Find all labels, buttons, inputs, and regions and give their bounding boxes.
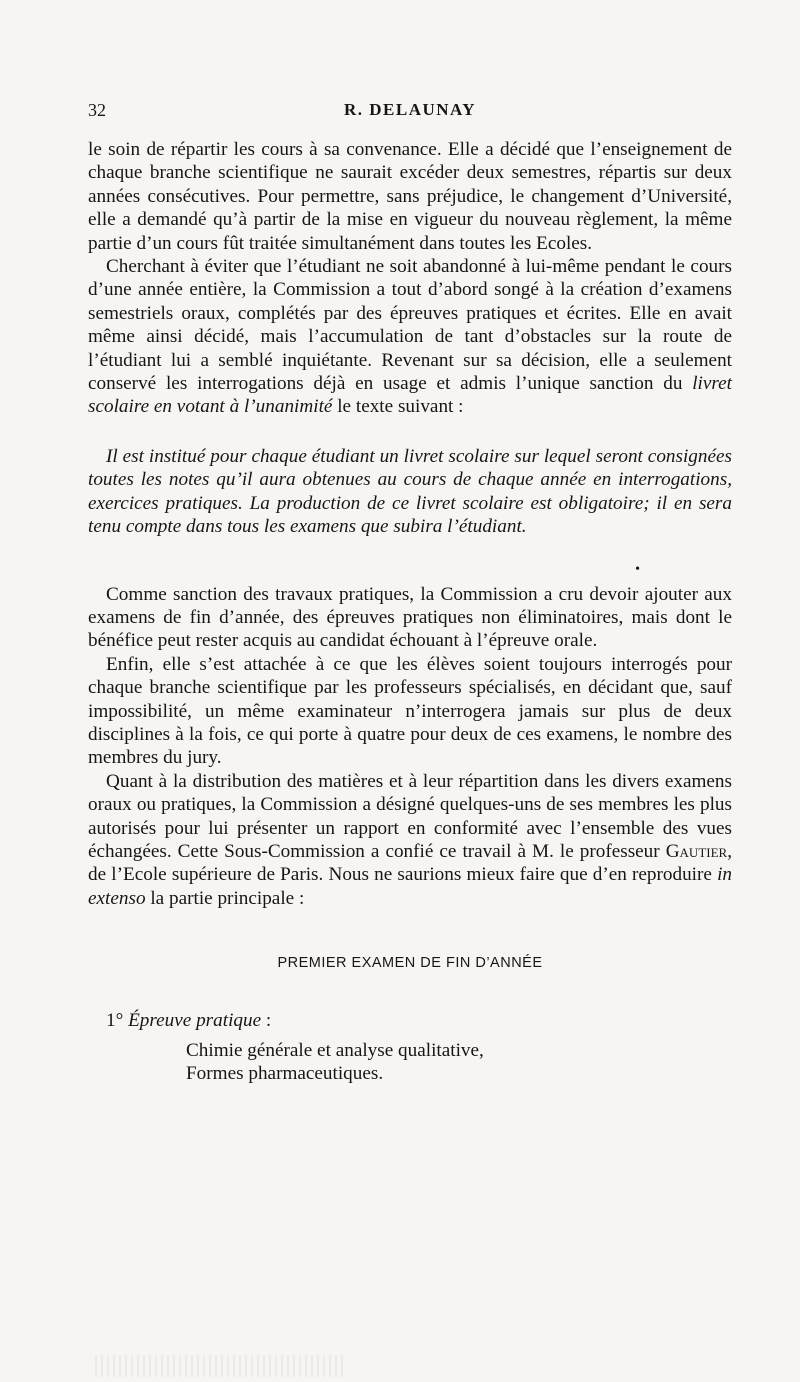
quoted-regulation: Il est institué pour chaque étudiant un livret scolaire sur lequel seront consignées toutes les notes qu’il aura obtenues au cours de chaque année en interrogations, exercices pratiques. La production de ce livret scolaire est obligatoire; il en sera tenu compte dans tous les examens que subira l’étudiant. bbox=[88, 445, 732, 538]
paragraph-2-italic: livret scolaire en votant à l’unanimité bbox=[88, 373, 732, 418]
paragraph-2-text: Cherchant à éviter que l’étudiant ne soit abandonné à lui-même pendant le cours d’une année entière, la Commission a tout d’abord songé à la création d’examens semestriels oraux, complétés par des épreuves pratiques et écrites. Elle en avait même ainsi décidé, mais l’accumulation de tant d’obstacles sur la route de l’étudiant lui a semblé inquiétante. Revenant sur sa décision, elle a seulement conservé les interrogations déjà en usage et admis l’unique sanction du bbox=[88, 256, 732, 395]
professor-name: Gautier bbox=[665, 840, 728, 862]
subject-item-1: Chimie générale et analyse qualitative, bbox=[186, 1039, 484, 1061]
epreuve-line bbox=[106, 1009, 732, 1032]
paragraph-1: le soin de répartir les cours à sa convenance. Elle a décidé que l’enseignement de chaque branche scientifique ne saurait excéder deux semestres, répartis sur deux années consécutives. Pour permettre, sans préjudice, le changement d’Université, elle a demandé qu’à partir de la mise en vigueur du nouveau règlement, la même partie d’un cours fût traitée simultanément dans toutes les Ecoles. bbox=[88, 139, 732, 254]
paragraph-2 bbox=[88, 255, 732, 419]
paragraph-5-text-c: la partie principale : bbox=[145, 887, 305, 909]
paragraph-5 bbox=[88, 770, 732, 910]
section-heading: PREMIER EXAMEN DE FIN D’ANNÉE bbox=[277, 955, 543, 972]
bullet-mark: • bbox=[635, 561, 640, 577]
paragraph-2-end: le texte suivant : bbox=[332, 396, 464, 418]
paragraph-5-text-a: Quant à la distribution des matières et à leur répartition dans les divers examens oraux ou pratiques, la Commission a désigné quelques-uns de ses membres les plus autorisés pour lui présenter un rapport en conformité avec l’ensemble des vues échangées. Cette Sous-Commission a confié ce travail à M. le professeur bbox=[88, 770, 732, 862]
subject-item-2: Formes pharmaceutiques. bbox=[186, 1063, 384, 1084]
epreuve-title: Épreuve pratique bbox=[128, 1010, 262, 1032]
paragraph-3: Comme sanction des travaux pratiques, la Commission a cru devoir ajouter aux examens de fin d’année, des épreuves pratiques non éliminatoires, mais dont le bénéfice peut rester acquis au candidat échouant à l’épreuve orale. bbox=[88, 583, 732, 652]
paragraph-5-text-b: , de l’Ecole supérieure de Paris. Nous ne saurions mieux faire que d’en reproduire bbox=[88, 840, 732, 886]
page-number: 32 bbox=[88, 100, 106, 120]
body-text bbox=[88, 138, 732, 1085]
scan-smudge bbox=[95, 1355, 345, 1377]
epreuve-number: 1° bbox=[106, 1010, 124, 1032]
page-header bbox=[88, 100, 732, 124]
paragraph-4: Enfin, elle s’est attachée à ce que les élèves soient toujours interrogés pour chaque branche scientifique par les professeurs spécialisés, en décidant que, sauf impossibilité, un même examinateur n’interrogera jamais sur plus de deux disciplines à la fois, ce qui porte à quatre pour deux de ces examens, le nombre des membres du jury. bbox=[88, 653, 732, 769]
epreuve-colon: : bbox=[261, 1010, 272, 1032]
paragraph-5-italic: in extenso bbox=[88, 864, 732, 909]
running-head: R. DELAUNAY bbox=[343, 100, 477, 119]
